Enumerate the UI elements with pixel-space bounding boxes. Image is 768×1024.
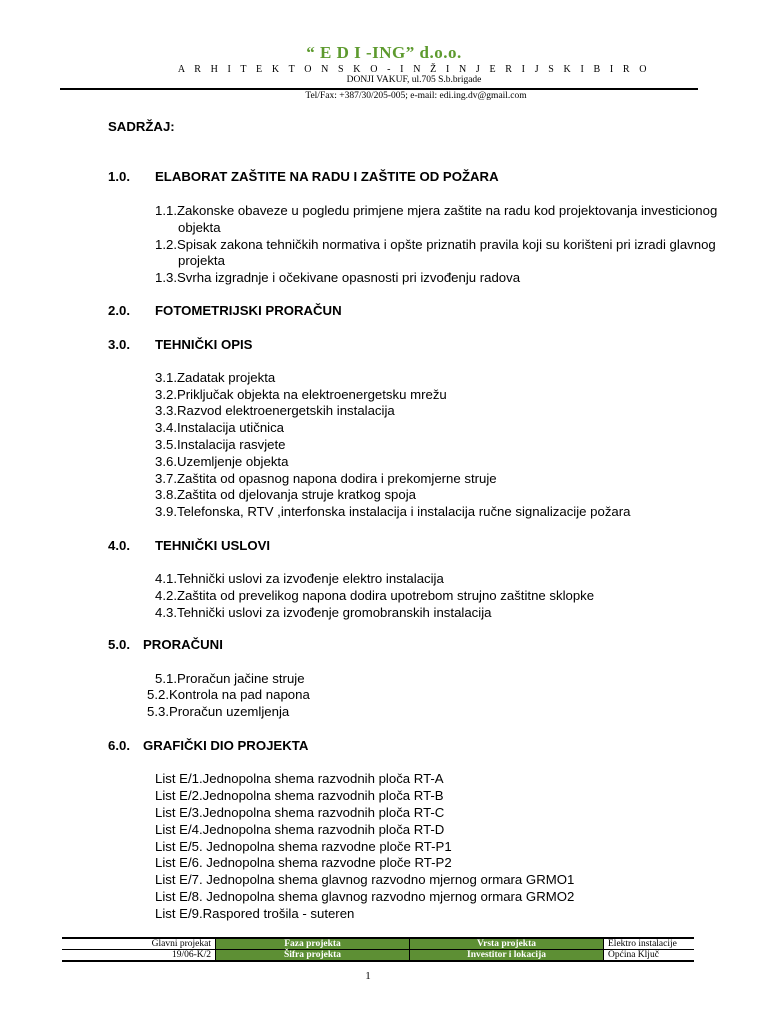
section-number: 2.0. xyxy=(108,303,130,318)
investor-label: Investitor i lokacija xyxy=(410,950,604,962)
section-number: 4.0. xyxy=(108,538,130,553)
toc-item: 5.1.Proračun jačine struje xyxy=(155,671,305,686)
toc-item: 3.8.Zaštita od djelovanja struje kratkog spoja xyxy=(155,487,416,502)
investor-location: Općina Ključ xyxy=(604,950,695,962)
toc-item: projekta xyxy=(178,253,225,268)
project-code: 19/06-K/2 xyxy=(62,950,216,962)
toc-title: SADRŽAJ: xyxy=(108,119,175,134)
toc-item: 1.2.Spisak zakona tehničkih normativa i opšte priznatih pravila koji su korišteni pri izradi glavnog xyxy=(155,237,716,252)
code-label: Šifra projekta xyxy=(216,950,410,962)
toc-item: List E/3.Jednopolna shema razvodnih ploča RT-C xyxy=(155,805,445,820)
company-contact: Tel/Fax: +387/30/205-005; e-mail: edi.ing.dv@gmail.com xyxy=(305,91,527,101)
footer-title-block xyxy=(62,937,694,962)
toc-item: List E/2.Jednopolna shema razvodnih ploča RT-B xyxy=(155,788,444,803)
toc-item: 3.7.Zaštita od opasnog napona dodira i prekomjerne struje xyxy=(155,471,497,486)
toc-item: List E/9.Raspored trošila - suteren xyxy=(155,906,355,921)
toc-item: objekta xyxy=(178,220,221,235)
section-title: PRORAČUNI xyxy=(143,637,223,652)
toc-item: 5.3.Proračun uzemljenja xyxy=(147,704,290,719)
firm-description: A R H I T E K T O N S K O - I N Ž I N J E R I J S K I B I R O xyxy=(177,64,651,75)
section-number: 1.0. xyxy=(108,169,130,184)
company-name: “ E D I -ING” d.o.o. xyxy=(306,43,462,62)
toc-item: List E/4.Jednopolna shema razvodnih ploča RT-D xyxy=(155,822,445,837)
section-title: TEHNIČKI OPIS xyxy=(155,337,253,352)
toc-item: 4.2.Zaštita od prevelikog napona dodira upotrebom strujno zaštitne sklopke xyxy=(155,588,595,603)
toc-item: 3.5.Instalacija rasvjete xyxy=(155,437,286,452)
toc-item: 4.1.Tehnički uslovi za izvođenje elektro instalacija xyxy=(155,571,444,586)
section-number: 5.0. xyxy=(108,637,130,652)
kind-label: Vrsta projekta xyxy=(410,938,604,950)
section-title: ELABORAT ZAŠTITE NA RADU I ZAŠTITE OD POŽARA xyxy=(155,169,499,184)
footer-row xyxy=(62,938,694,950)
toc-item: 3.6.Uzemljenje objekta xyxy=(155,454,289,469)
toc-item: 3.3.Razvod elektroenergetskih instalacija xyxy=(155,403,395,418)
footer-row xyxy=(62,950,694,962)
toc-item: List E/5. Jednopolna shema razvodne ploče RT-P1 xyxy=(155,839,452,854)
section-title: GRAFIČKI DIO PROJEKTA xyxy=(143,738,309,753)
project-kind: Elektro instalacije xyxy=(604,938,695,950)
toc-item: 4.3.Tehnički uslovi za izvođenje gromobranskih instalacija xyxy=(155,605,492,620)
toc-item: 1.1.Zakonske obaveze u pogledu primjene mjera zaštite na radu kod projektovanja investicionog xyxy=(155,203,718,218)
project-type: Glavni projekat xyxy=(62,938,216,950)
toc-item: List E/6. Jednopolna shema razvodne ploče RT-P2 xyxy=(155,855,452,870)
toc-item: List E/7. Jednopolna shema glavnog razvodno mjernog ormara GRMO1 xyxy=(155,872,575,887)
section-title: FOTOMETRIJSKI PRORAČUN xyxy=(155,303,342,318)
toc-item: 1.3.Svrha izgradnje i očekivane opasnosti pri izvođenju radova xyxy=(155,270,521,285)
phase-label: Faza projekta xyxy=(216,938,410,950)
page-number: 1 xyxy=(365,970,371,982)
toc-item: 3.1.Zadatak projekta xyxy=(155,370,276,385)
toc-item: List E/8. Jednopolna shema glavnog razvodno mjernog ormara GRMO2 xyxy=(155,889,575,904)
toc-item: List E/1.Jednopolna shema razvodnih ploča RT-A xyxy=(155,771,444,786)
section-title: TEHNIČKI USLOVI xyxy=(155,538,271,553)
toc-item: 5.2.Kontrola na pad napona xyxy=(147,687,310,702)
toc-item: 3.4.Instalacija utičnica xyxy=(155,420,285,435)
toc-item: 3.2.Priključak objekta na elektroenergetsku mrežu xyxy=(155,387,447,402)
company-address: DONJI VAKUF, ul.705 S.b.brigade xyxy=(346,75,482,85)
section-number: 6.0. xyxy=(108,738,130,753)
section-number: 3.0. xyxy=(108,337,130,352)
toc-item: 3.9.Telefonska, RTV ,interfonska instalacija i instalacija ručne signalizacije požara xyxy=(155,504,631,519)
